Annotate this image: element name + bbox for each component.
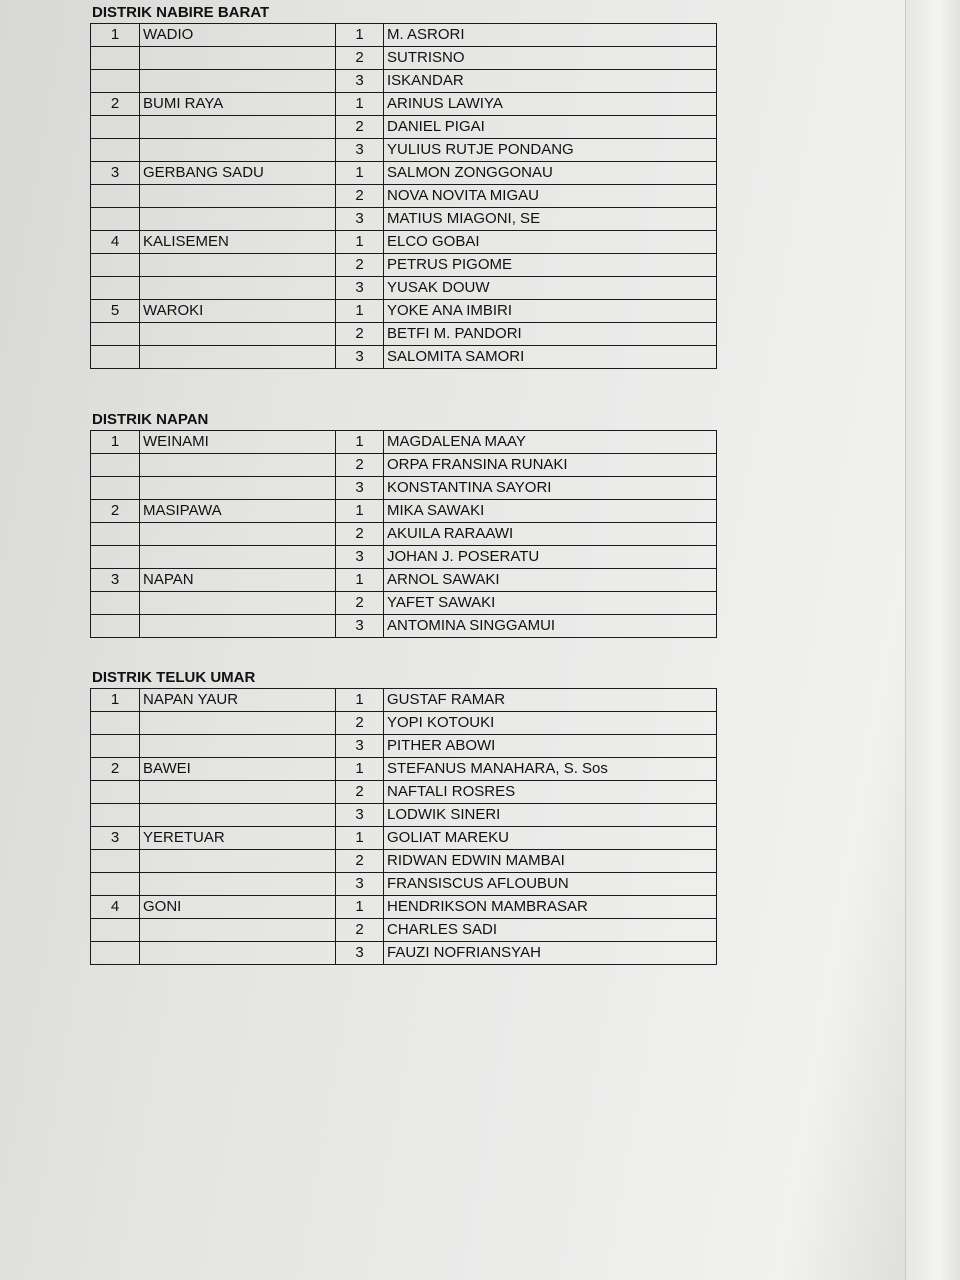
table-row [91, 523, 717, 546]
village-number: 2 [91, 93, 140, 116]
member-name: HENDRIKSON MAMBRASAR [384, 896, 717, 919]
member-name: RIDWAN EDWIN MAMBAI [384, 850, 717, 873]
member-name: LODWIK SINERI [384, 804, 717, 827]
village-number [91, 712, 140, 735]
member-number: 1 [336, 162, 384, 185]
member-name: SUTRISNO [384, 47, 717, 70]
member-number: 2 [336, 47, 384, 70]
village-name: WADIO [140, 24, 336, 47]
member-number: 2 [336, 850, 384, 873]
village-number [91, 139, 140, 162]
member-number: 1 [336, 93, 384, 116]
village-number [91, 70, 140, 93]
village-number [91, 477, 140, 500]
table-row [91, 93, 717, 116]
table-row [91, 346, 717, 369]
member-name: CHARLES SADI [384, 919, 717, 942]
village-name [140, 346, 336, 369]
member-number: 3 [336, 804, 384, 827]
table-row [91, 919, 717, 942]
table-row [91, 758, 717, 781]
member-name: YOPI KOTOUKI [384, 712, 717, 735]
table-row [91, 431, 717, 454]
member-name: FRANSISCUS AFLOUBUN [384, 873, 717, 896]
village-number [91, 208, 140, 231]
member-name: ARNOL SAWAKI [384, 569, 717, 592]
table-row [91, 208, 717, 231]
village-name [140, 254, 336, 277]
next-page-edge [905, 0, 960, 1280]
village-number [91, 592, 140, 615]
member-number: 3 [336, 277, 384, 300]
member-name: SALOMITA SAMORI [384, 346, 717, 369]
village-number [91, 804, 140, 827]
table-row [91, 323, 717, 346]
village-table [90, 688, 717, 965]
table-row [91, 592, 717, 615]
village-name [140, 850, 336, 873]
village-table [90, 430, 717, 638]
table-row [91, 546, 717, 569]
member-number: 2 [336, 254, 384, 277]
village-name [140, 277, 336, 300]
section-nabire-barat [90, 2, 718, 369]
table-row [91, 615, 717, 638]
member-name: NOVA NOVITA MIGAU [384, 185, 717, 208]
member-number: 2 [336, 523, 384, 546]
table-row [91, 500, 717, 523]
table-row [91, 70, 717, 93]
village-name [140, 477, 336, 500]
member-number: 3 [336, 208, 384, 231]
member-number: 3 [336, 873, 384, 896]
member-name: GUSTAF RAMAR [384, 689, 717, 712]
member-name: YOKE ANA IMBIRI [384, 300, 717, 323]
member-name: NAFTALI ROSRES [384, 781, 717, 804]
village-number [91, 873, 140, 896]
village-name: BAWEI [140, 758, 336, 781]
member-name: ORPA FRANSINA RUNAKI [384, 454, 717, 477]
member-number: 2 [336, 323, 384, 346]
table-row [91, 24, 717, 47]
village-name [140, 735, 336, 758]
member-number: 2 [336, 116, 384, 139]
village-name [140, 208, 336, 231]
member-number: 1 [336, 24, 384, 47]
member-name: ARINUS LAWIYA [384, 93, 717, 116]
member-number: 1 [336, 827, 384, 850]
village-number [91, 735, 140, 758]
member-name: YULIUS RUTJE PONDANG [384, 139, 717, 162]
village-name: GERBANG SADU [140, 162, 336, 185]
member-number: 3 [336, 139, 384, 162]
member-name: STEFANUS MANAHARA, S. Sos [384, 758, 717, 781]
table-row [91, 300, 717, 323]
village-number [91, 919, 140, 942]
member-name: ELCO GOBAI [384, 231, 717, 254]
member-number: 3 [336, 615, 384, 638]
village-name [140, 116, 336, 139]
village-name: WAROKI [140, 300, 336, 323]
village-name [140, 185, 336, 208]
member-name: ANTOMINA SINGGAMUI [384, 615, 717, 638]
village-name [140, 323, 336, 346]
table-row [91, 116, 717, 139]
member-name: MIKA SAWAKI [384, 500, 717, 523]
member-name: FAUZI NOFRIANSYAH [384, 942, 717, 965]
village-number [91, 546, 140, 569]
member-number: 3 [336, 942, 384, 965]
section-title: DISTRIK TELUK UMAR [92, 669, 256, 686]
member-number: 2 [336, 592, 384, 615]
member-number: 1 [336, 689, 384, 712]
table-row [91, 712, 717, 735]
member-name: BETFI M. PANDORI [384, 323, 717, 346]
member-number: 2 [336, 781, 384, 804]
member-number: 3 [336, 346, 384, 369]
table-row [91, 735, 717, 758]
village-name [140, 592, 336, 615]
village-number [91, 615, 140, 638]
village-name [140, 804, 336, 827]
village-number: 3 [91, 569, 140, 592]
village-number: 4 [91, 896, 140, 919]
table-row [91, 454, 717, 477]
village-number [91, 185, 140, 208]
member-name: KONSTANTINA SAYORI [384, 477, 717, 500]
village-number [91, 523, 140, 546]
table-row [91, 47, 717, 70]
village-number [91, 254, 140, 277]
table-row [91, 231, 717, 254]
member-number: 2 [336, 185, 384, 208]
village-name: YERETUAR [140, 827, 336, 850]
village-number: 1 [91, 24, 140, 47]
village-name [140, 942, 336, 965]
village-number [91, 47, 140, 70]
village-table [90, 23, 717, 369]
village-number [91, 323, 140, 346]
member-number: 3 [336, 546, 384, 569]
village-name [140, 546, 336, 569]
member-number: 2 [336, 454, 384, 477]
village-name: WEINAMI [140, 431, 336, 454]
member-name: MAGDALENA MAAY [384, 431, 717, 454]
village-number [91, 454, 140, 477]
table-row [91, 277, 717, 300]
table-row [91, 896, 717, 919]
member-number: 3 [336, 70, 384, 93]
village-name [140, 47, 336, 70]
member-name: DANIEL PIGAI [384, 116, 717, 139]
member-number: 2 [336, 919, 384, 942]
member-number: 3 [336, 477, 384, 500]
village-number: 4 [91, 231, 140, 254]
village-number [91, 277, 140, 300]
table-row [91, 569, 717, 592]
village-name: NAPAN YAUR [140, 689, 336, 712]
village-name [140, 454, 336, 477]
member-number: 1 [336, 431, 384, 454]
village-number [91, 942, 140, 965]
village-number [91, 116, 140, 139]
member-number: 1 [336, 500, 384, 523]
table-row [91, 139, 717, 162]
village-name [140, 919, 336, 942]
member-name: AKUILA RARAAWI [384, 523, 717, 546]
village-name [140, 139, 336, 162]
member-name: JOHAN J. POSERATU [384, 546, 717, 569]
section-title: DISTRIK NAPAN [92, 411, 209, 428]
section-title: DISTRIK NABIRE BARAT [92, 4, 270, 21]
member-name: GOLIAT MAREKU [384, 827, 717, 850]
village-name [140, 781, 336, 804]
village-name [140, 70, 336, 93]
village-name: NAPAN [140, 569, 336, 592]
table-row [91, 942, 717, 965]
village-number: 1 [91, 431, 140, 454]
member-number: 1 [336, 896, 384, 919]
village-name [140, 712, 336, 735]
member-name: PITHER ABOWI [384, 735, 717, 758]
table-row [91, 781, 717, 804]
table-row [91, 804, 717, 827]
village-number [91, 850, 140, 873]
table-row [91, 254, 717, 277]
member-name: MATIUS MIAGONI, SE [384, 208, 717, 231]
table-row [91, 162, 717, 185]
table-row [91, 827, 717, 850]
village-number [91, 781, 140, 804]
village-name: GONI [140, 896, 336, 919]
member-number: 1 [336, 231, 384, 254]
member-name: SALMON ZONGGONAU [384, 162, 717, 185]
member-name: PETRUS PIGOME [384, 254, 717, 277]
table-row [91, 185, 717, 208]
village-number: 2 [91, 500, 140, 523]
member-number: 2 [336, 712, 384, 735]
village-number: 5 [91, 300, 140, 323]
village-name: KALISEMEN [140, 231, 336, 254]
section-napan [90, 409, 718, 638]
village-number: 1 [91, 689, 140, 712]
village-name: MASIPAWA [140, 500, 336, 523]
table-row [91, 850, 717, 873]
table-row [91, 689, 717, 712]
section-teluk-umar [90, 667, 718, 965]
village-name: BUMI RAYA [140, 93, 336, 116]
village-name [140, 615, 336, 638]
table-row [91, 873, 717, 896]
village-number [91, 346, 140, 369]
village-number: 2 [91, 758, 140, 781]
member-number: 3 [336, 735, 384, 758]
village-number: 3 [91, 827, 140, 850]
village-number: 3 [91, 162, 140, 185]
member-name: YAFET SAWAKI [384, 592, 717, 615]
village-name [140, 523, 336, 546]
table-row [91, 477, 717, 500]
member-name: M. ASRORI [384, 24, 717, 47]
member-number: 1 [336, 569, 384, 592]
member-name: ISKANDAR [384, 70, 717, 93]
village-name [140, 873, 336, 896]
member-number: 1 [336, 758, 384, 781]
member-number: 1 [336, 300, 384, 323]
member-name: YUSAK DOUW [384, 277, 717, 300]
